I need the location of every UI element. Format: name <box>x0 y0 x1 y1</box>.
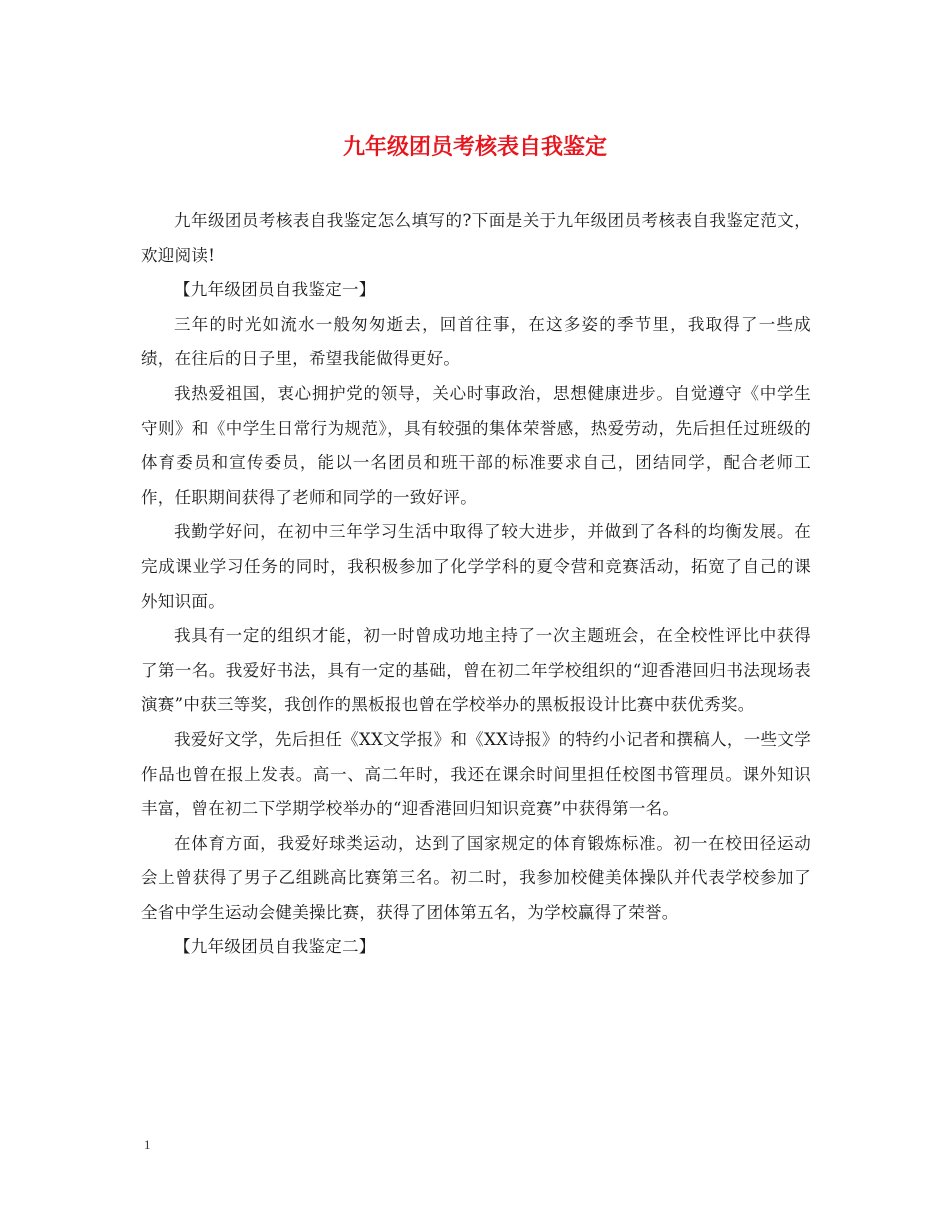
body-paragraph: 我勤学好问，在初中三年学习生活中取得了较大进步，并做到了各科的均衡发展。在完成课业学习任务的同时，我积极参加了化学学科的夏令营和竞赛活动，拓宽了自己的课外知识面。 <box>141 522 811 611</box>
body-paragraph: 我爱好文学，先后担任《XX文学报》和《XX诗报》的特约小记者和撰稿人，一些文学作品也曾在报上发表。高一、高二年时，我还在课余时间里担任校图书管理员。课外知识丰富，曾在初二下学期学校举办的“迎香港回归知识竞赛”中获得第一名。 <box>141 729 811 819</box>
document-body <box>141 204 811 965</box>
body-paragraph: 我具有一定的组织才能，初一时曾成功地主持了一次主题班会，在全校性评比中获得了第一名。我爱好书法，具有一定的基础，曾在初二年学校组织的“迎香港回归书法现场表演赛”中获三等奖，我创作的黑板报也曾在学校举办的黑板报设计比赛中获优秀奖。 <box>141 626 811 715</box>
section-heading-one: 【九年级团员自我鉴定一】 <box>174 280 376 300</box>
section-heading-two: 【九年级团员自我鉴定二】 <box>174 937 376 957</box>
page-number: 1 <box>144 1137 151 1152</box>
body-paragraph: 在体育方面，我爱好球类运动，达到了国家规定的体育锻炼标准。初一在校田径运动会上曾获得了男子乙组跳高比赛第三名。初二时，我参加校健美体操队并代表学校参加了全省中学生运动会健美操比赛，获得了团体第五名，为学校赢得了荣誉。 <box>141 833 811 922</box>
body-paragraph: 我热爱祖国，衷心拥护党的领导，关心时事政治，思想健康进步。自觉遵守《中学生守则》和《中学生日常行为规范》，具有较强的集体荣誉感，热爱劳动，先后担任过班级的体育委员和宣传委员，能以一名团员和班干部的标准要求自己，团结同学，配合老师工作，任职期间获得了老师和同学的一致好评。 <box>141 383 811 507</box>
intro-paragraph: 九年级团员考核表自我鉴定怎么填写的?下面是关于九年级团员考核表自我鉴定范文，欢迎阅读! <box>141 211 811 265</box>
body-paragraph: 三年的时光如流水一般匆匆逝去，回首往事，在这多姿的季节里，我取得了一些成绩，在往后的日子里，希望我能做得更好。 <box>141 314 811 369</box>
document-title: 九年级团员考核表自我鉴定 <box>342 134 607 160</box>
